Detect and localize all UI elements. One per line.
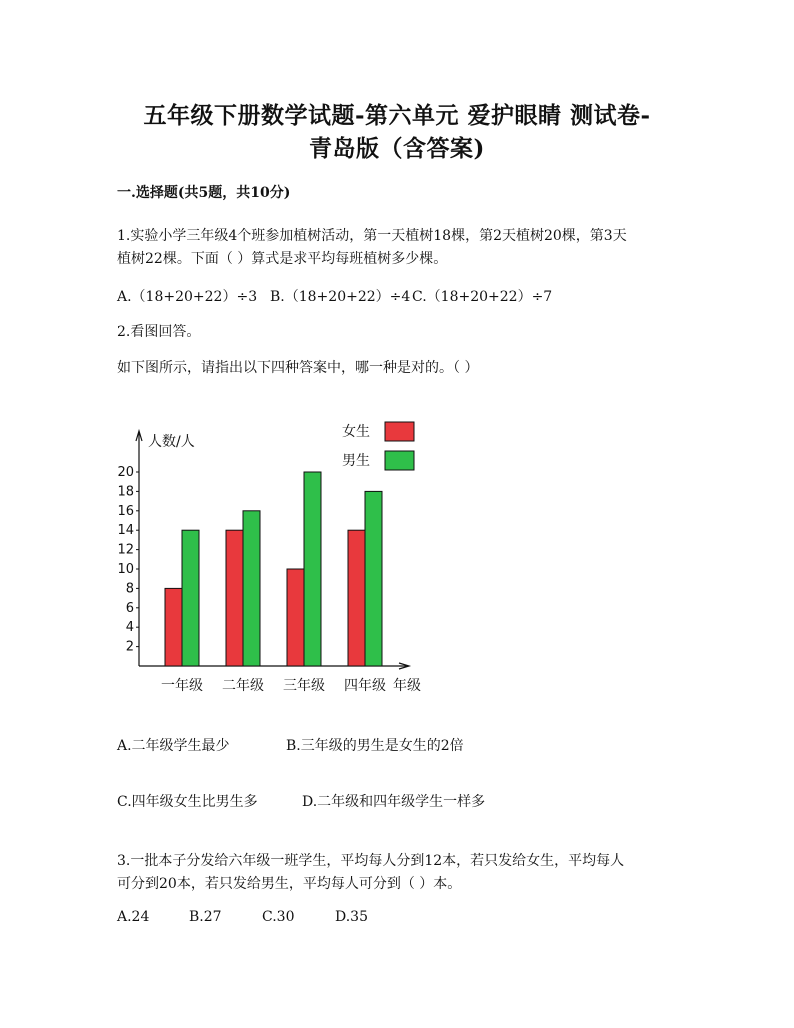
x-tick-label: 三年级 [283,678,325,694]
question-2-option-b: B.三年级的男生是女生的2倍 [286,738,464,754]
question-3-option-a: A.24 [117,909,150,925]
question-3-option-b: B.27 [189,909,222,925]
y-tick-label: 18 [117,484,134,500]
document-title-line2: 青岛版（含答案) [309,135,485,162]
x-tick-label: 四年级 [344,678,386,694]
bar-girls-3 [287,569,304,666]
legend-swatch [385,422,414,441]
y-tick-label: 2 [125,639,134,655]
x-tick-label: 一年级 [161,678,203,694]
question-1-option-a: A.（18+20+22）÷3 [117,289,258,305]
question-2-option-a: A.二年级学生最少 [117,738,230,754]
y-tick-label: 14 [117,523,134,539]
bar-girls-1 [165,588,182,666]
x-axis-label: 年级 [393,678,421,694]
question-3-option-d: D.35 [335,909,368,925]
section-heading: 一.选择题(共5题，共10分) [117,185,291,201]
question-2-option-d: D.二年级和四年级学生一样多 [302,794,486,810]
x-tick-label: 二年级 [222,678,264,694]
question-3-option-c: C.30 [262,909,295,925]
question-3-line1: 3.一批本子分发给六年级一班学生，平均每人分到12本，若只发给女生，平均每人 [117,853,625,869]
bar-boys-3 [304,472,321,666]
y-tick-label: 20 [117,465,134,480]
question-2-option-c: C.四年级女生比男生多 [117,794,258,810]
y-tick-label: 12 [117,542,134,558]
y-tick-label: 10 [117,562,134,577]
question-1-option-b: B.（18+20+22）÷4 [270,289,411,305]
question-2-line1: 2.看图回答。 [117,324,201,340]
y-tick-label: 16 [117,503,134,519]
bar-chart [115,405,435,705]
y-tick-label: 4 [125,620,134,636]
y-axis-label: 人数/人 [148,434,195,450]
y-tick-label: 6 [125,600,134,616]
document-title-line1: 五年级下册数学试题-第六单元 爱护眼睛 测试卷- [143,102,651,129]
question-1-line1: 1.实验小学三年级4个班参加植树活动，第一天植树18棵，第2天植树20棵，第3天 [117,228,627,244]
y-tick-label: 8 [125,581,134,597]
bar-boys-4 [365,491,382,666]
question-3-line2: 可分到20本，若只发给男生，平均每人可分到（ ）本。 [117,876,462,892]
bar-girls-2 [226,530,243,666]
bar-girls-4 [348,530,365,666]
question-2-line2: 如下图所示，请指出以下四种答案中，哪一种是对的。（ ） [117,360,479,376]
question-1-line2: 植树22棵。下面（ ）算式是求平均每班植树多少棵。 [117,251,448,267]
legend-label: 男生 [342,453,370,469]
legend-swatch [385,451,414,470]
bar-boys-1 [182,530,199,666]
legend-label: 女生 [342,424,370,440]
bar-boys-2 [243,511,260,666]
question-1-option-c: C.（18+20+22）÷7 [412,289,553,305]
